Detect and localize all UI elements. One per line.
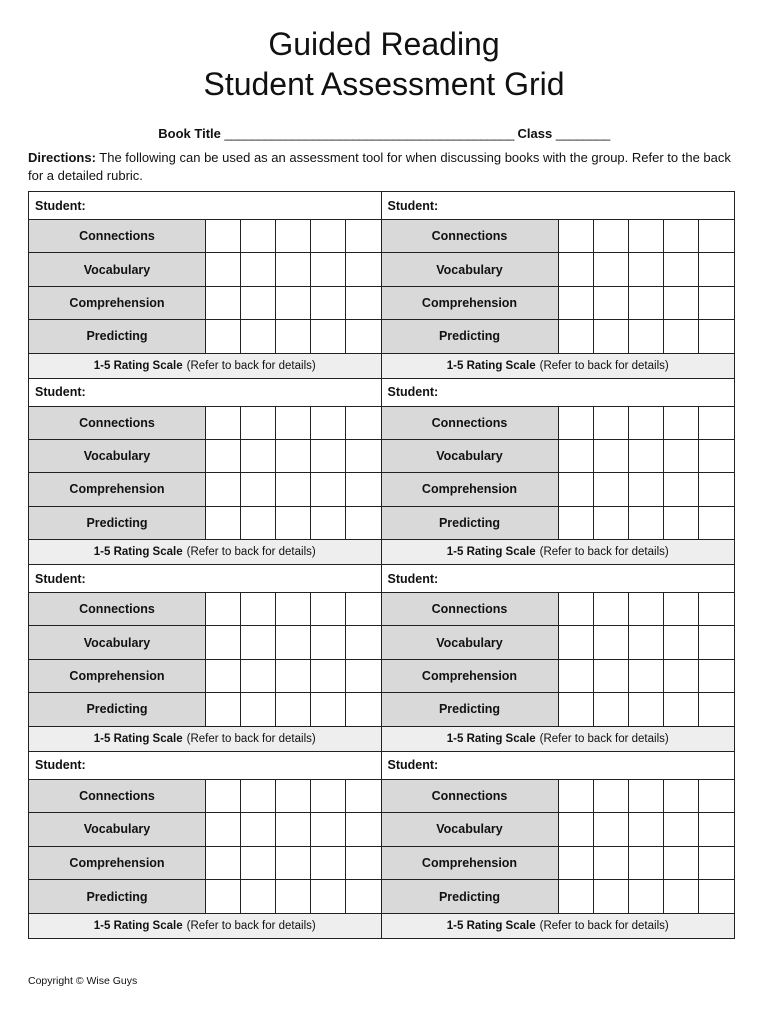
- criterion-label: Connections: [29, 220, 206, 252]
- rating-box[interactable]: [559, 880, 594, 913]
- rating-box[interactable]: [594, 507, 629, 539]
- rating-box[interactable]: [594, 847, 629, 880]
- rating-box[interactable]: [594, 780, 629, 813]
- rating-box[interactable]: [276, 407, 311, 439]
- rating-box[interactable]: [559, 287, 594, 319]
- rating-box[interactable]: [594, 407, 629, 439]
- rating-scale-label: 1-5 Rating Scale: [93, 732, 183, 745]
- rating-box[interactable]: [559, 593, 594, 625]
- rating-box[interactable]: [311, 693, 346, 725]
- criterion-label: Predicting: [29, 693, 206, 725]
- rating-box[interactable]: [699, 507, 734, 539]
- rating-box[interactable]: [629, 593, 664, 625]
- rating-box[interactable]: [629, 660, 664, 692]
- rating-box[interactable]: [276, 626, 311, 658]
- criterion-label: Connections: [382, 780, 559, 813]
- rating-box[interactable]: [699, 253, 734, 285]
- rating-scale-text: (Refer to back for details): [186, 546, 316, 558]
- student-label: Student:: [35, 571, 86, 586]
- rating-box[interactable]: [629, 693, 664, 725]
- rating-box[interactable]: [241, 220, 276, 252]
- directions-text: The following can be used as an assessment tool for when discussing books with the group. Refer to the back for a detailed rubric.: [28, 150, 731, 183]
- student-block: [29, 752, 382, 939]
- criterion-row: [29, 507, 381, 540]
- rating-box[interactable]: [664, 507, 699, 539]
- criterion-row: [382, 693, 735, 726]
- rating-box[interactable]: [276, 287, 311, 319]
- student-name-field[interactable]: [382, 192, 735, 220]
- rating-box[interactable]: [699, 220, 734, 252]
- rating-box[interactable]: [241, 780, 276, 813]
- rating-box[interactable]: [346, 473, 381, 505]
- criterion-row: [29, 593, 381, 626]
- criterion-label: Connections: [382, 220, 559, 252]
- rating-box[interactable]: [241, 320, 276, 352]
- student-label: Student:: [35, 198, 86, 213]
- student-name-field[interactable]: [382, 752, 735, 780]
- rating-box[interactable]: [629, 780, 664, 813]
- rating-box[interactable]: [206, 407, 241, 439]
- rating-box[interactable]: [276, 507, 311, 539]
- book-title-field[interactable]: ___________________________________________: [224, 126, 514, 141]
- rating-box[interactable]: [594, 440, 629, 472]
- criterion-label: Connections: [382, 407, 559, 439]
- rating-box[interactable]: [699, 780, 734, 813]
- rating-box[interactable]: [559, 847, 594, 880]
- rating-box[interactable]: [559, 440, 594, 472]
- rating-scale-note: [29, 540, 381, 564]
- criterion-label: Predicting: [29, 880, 206, 913]
- rating-box[interactable]: [346, 440, 381, 472]
- rating-box[interactable]: [311, 593, 346, 625]
- rating-box[interactable]: [699, 626, 734, 658]
- rating-box[interactable]: [241, 880, 276, 913]
- criterion-row: [29, 320, 381, 353]
- rating-box[interactable]: [311, 473, 346, 505]
- rating-box[interactable]: [559, 507, 594, 539]
- rating-scale-text: (Refer to back for details): [186, 359, 316, 372]
- criterion-row: [382, 407, 735, 440]
- criterion-row: [382, 660, 735, 693]
- rating-scale-label: 1-5 Rating Scale: [93, 359, 183, 372]
- rating-box[interactable]: [276, 780, 311, 813]
- rating-box[interactable]: [241, 473, 276, 505]
- student-name-field[interactable]: [29, 752, 381, 780]
- criterion-label: Comprehension: [29, 847, 206, 880]
- criterion-row: [382, 626, 735, 659]
- criterion-label: Predicting: [382, 693, 559, 725]
- rating-box[interactable]: [629, 287, 664, 319]
- rating-box[interactable]: [346, 593, 381, 625]
- rating-box[interactable]: [594, 287, 629, 319]
- criterion-row: [382, 287, 735, 320]
- rating-scale-label: 1-5 Rating Scale: [446, 920, 536, 932]
- rating-box[interactable]: [629, 626, 664, 658]
- rating-box[interactable]: [664, 593, 699, 625]
- rating-box[interactable]: [241, 507, 276, 539]
- criterion-row: [29, 880, 381, 914]
- criterion-label: Predicting: [382, 320, 559, 352]
- rating-box[interactable]: [559, 473, 594, 505]
- rating-box[interactable]: [276, 660, 311, 692]
- rating-scale-note: [29, 354, 381, 378]
- student-name-field[interactable]: [382, 379, 735, 407]
- rating-box[interactable]: [559, 626, 594, 658]
- rating-box[interactable]: [346, 287, 381, 319]
- rating-box[interactable]: [346, 253, 381, 285]
- rating-box[interactable]: [664, 693, 699, 725]
- rating-scale-text: (Refer to back for details): [539, 920, 669, 932]
- criterion-label: Connections: [29, 780, 206, 813]
- criterion-row: [29, 220, 381, 253]
- criterion-label: Connections: [29, 407, 206, 439]
- criterion-label: Predicting: [382, 507, 559, 539]
- rating-box[interactable]: [346, 407, 381, 439]
- criterion-label: Comprehension: [29, 660, 206, 692]
- rating-box[interactable]: [559, 813, 594, 846]
- rating-box[interactable]: [559, 320, 594, 352]
- criterion-row: [29, 847, 381, 881]
- rating-box[interactable]: [346, 813, 381, 846]
- rating-box[interactable]: [311, 320, 346, 352]
- rating-box[interactable]: [629, 253, 664, 285]
- directions-label: Directions:: [28, 150, 96, 165]
- rating-box[interactable]: [206, 593, 241, 625]
- student-block: [29, 565, 382, 752]
- rating-box[interactable]: [629, 880, 664, 913]
- rating-box[interactable]: [346, 320, 381, 352]
- rating-scale-text: (Refer to back for details): [186, 732, 316, 745]
- rating-box[interactable]: [664, 813, 699, 846]
- copyright: Copyright © Wise Guys: [28, 975, 138, 987]
- rating-box[interactable]: [311, 440, 346, 472]
- rating-box[interactable]: [629, 473, 664, 505]
- criterion-row: [382, 780, 735, 814]
- rating-box[interactable]: [594, 473, 629, 505]
- criterion-label: Connections: [382, 593, 559, 625]
- criterion-row: [382, 880, 735, 914]
- criterion-label: Comprehension: [29, 287, 206, 319]
- criterion-label: Comprehension: [382, 473, 559, 505]
- rating-box[interactable]: [699, 407, 734, 439]
- rating-scale-text: (Refer to back for details): [539, 359, 669, 372]
- rating-box[interactable]: [206, 440, 241, 472]
- rating-box[interactable]: [346, 220, 381, 252]
- student-block: [382, 752, 735, 939]
- rating-box[interactable]: [276, 220, 311, 252]
- rating-box[interactable]: [699, 473, 734, 505]
- student-block: [29, 379, 382, 566]
- rating-box[interactable]: [206, 660, 241, 692]
- rating-box[interactable]: [241, 626, 276, 658]
- student-block: [382, 192, 735, 379]
- rating-box[interactable]: [594, 693, 629, 725]
- rating-box[interactable]: [699, 813, 734, 846]
- criterion-label: Connections: [29, 593, 206, 625]
- rating-box[interactable]: [664, 440, 699, 472]
- student-label: Student:: [387, 758, 439, 772]
- rating-box[interactable]: [664, 320, 699, 352]
- rating-box[interactable]: [206, 507, 241, 539]
- rating-box[interactable]: [276, 880, 311, 913]
- rating-box[interactable]: [206, 693, 241, 725]
- rating-box[interactable]: [241, 813, 276, 846]
- rating-box[interactable]: [594, 660, 629, 692]
- rating-box[interactable]: [559, 780, 594, 813]
- criterion-row: [29, 660, 381, 693]
- student-name-field[interactable]: [29, 192, 381, 220]
- criterion-label: Vocabulary: [29, 813, 206, 846]
- student-label: Student:: [35, 758, 86, 772]
- rating-box[interactable]: [241, 253, 276, 285]
- criterion-label: Comprehension: [382, 847, 559, 880]
- rating-scale-label: 1-5 Rating Scale: [446, 546, 536, 558]
- rating-box[interactable]: [241, 407, 276, 439]
- rating-scale-label: 1-5 Rating Scale: [93, 546, 183, 558]
- criterion-label: Vocabulary: [29, 626, 206, 658]
- rating-box[interactable]: [276, 473, 311, 505]
- title-line-1: Guided Reading: [268, 26, 500, 62]
- criterion-row: [29, 473, 381, 506]
- criterion-row: [382, 813, 735, 847]
- rating-box[interactable]: [346, 660, 381, 692]
- title-line-2: Student Assessment Grid: [203, 66, 565, 102]
- rating-box[interactable]: [206, 220, 241, 252]
- rating-box[interactable]: [276, 440, 311, 472]
- rating-box[interactable]: [346, 780, 381, 813]
- rating-box[interactable]: [206, 473, 241, 505]
- rating-box[interactable]: [559, 220, 594, 252]
- student-block: [382, 565, 735, 752]
- criterion-row: [29, 287, 381, 320]
- rating-box[interactable]: [559, 693, 594, 725]
- student-name-field[interactable]: [29, 565, 381, 593]
- rating-box[interactable]: [559, 407, 594, 439]
- rating-box[interactable]: [594, 880, 629, 913]
- rating-box[interactable]: [699, 320, 734, 352]
- rating-scale-note: [29, 727, 381, 751]
- rating-box[interactable]: [664, 660, 699, 692]
- rating-box[interactable]: [206, 847, 241, 880]
- rating-box[interactable]: [206, 780, 241, 813]
- rating-box[interactable]: [664, 473, 699, 505]
- rating-box[interactable]: [594, 320, 629, 352]
- criterion-row: [382, 593, 735, 626]
- rating-box[interactable]: [311, 813, 346, 846]
- rating-box[interactable]: [699, 660, 734, 692]
- criterion-row: [382, 320, 735, 353]
- rating-box[interactable]: [241, 593, 276, 625]
- rating-scale-note: [382, 914, 735, 938]
- rating-box[interactable]: [311, 626, 346, 658]
- rating-box[interactable]: [629, 220, 664, 252]
- rating-box[interactable]: [346, 507, 381, 539]
- rating-box[interactable]: [664, 287, 699, 319]
- student-label: Student:: [387, 571, 439, 586]
- rating-box[interactable]: [594, 253, 629, 285]
- rating-box[interactable]: [311, 407, 346, 439]
- assessment-grid: [28, 191, 735, 939]
- rating-box[interactable]: [311, 507, 346, 539]
- rating-box[interactable]: [699, 287, 734, 319]
- criterion-label: Vocabulary: [382, 253, 559, 285]
- criterion-label: Vocabulary: [382, 626, 559, 658]
- rating-box[interactable]: [276, 253, 311, 285]
- rating-box[interactable]: [241, 847, 276, 880]
- rating-scale-note: [382, 727, 735, 751]
- rating-scale-note: [29, 914, 381, 938]
- criterion-row: [382, 473, 735, 506]
- directions: [28, 149, 740, 185]
- book-title-label: Book Title: [158, 126, 221, 141]
- rating-box[interactable]: [276, 813, 311, 846]
- student-label: Student:: [387, 385, 439, 399]
- rating-box[interactable]: [664, 626, 699, 658]
- rating-box[interactable]: [594, 593, 629, 625]
- rating-box[interactable]: [559, 660, 594, 692]
- rating-box[interactable]: [664, 220, 699, 252]
- rating-box[interactable]: [664, 780, 699, 813]
- rating-box[interactable]: [664, 880, 699, 913]
- rating-box[interactable]: [594, 813, 629, 846]
- rating-scale-note: [382, 540, 735, 564]
- student-name-field[interactable]: [382, 565, 735, 593]
- student-block: [382, 379, 735, 566]
- rating-box[interactable]: [311, 880, 346, 913]
- criterion-label: Comprehension: [29, 473, 206, 505]
- rating-scale-text: (Refer to back for details): [539, 546, 669, 558]
- rating-box[interactable]: [559, 253, 594, 285]
- criterion-row: [29, 693, 381, 726]
- student-block: [29, 192, 382, 379]
- criterion-row: [382, 440, 735, 473]
- rating-box[interactable]: [664, 847, 699, 880]
- rating-box[interactable]: [699, 847, 734, 880]
- rating-box[interactable]: [346, 693, 381, 725]
- criterion-row: [382, 507, 735, 540]
- rating-box[interactable]: [699, 693, 734, 725]
- rating-box[interactable]: [241, 660, 276, 692]
- rating-box[interactable]: [629, 507, 664, 539]
- criterion-row: [29, 813, 381, 847]
- rating-scale-text: (Refer to back for details): [186, 920, 316, 932]
- page-title: [0, 24, 768, 104]
- criterion-row: [29, 440, 381, 473]
- rating-box[interactable]: [664, 253, 699, 285]
- criterion-row: [29, 407, 381, 440]
- rating-scale-text: (Refer to back for details): [539, 732, 669, 745]
- criterion-label: Predicting: [29, 507, 206, 539]
- criterion-label: Comprehension: [382, 287, 559, 319]
- criterion-row: [29, 780, 381, 814]
- criterion-label: Comprehension: [382, 660, 559, 692]
- rating-box[interactable]: [664, 407, 699, 439]
- rating-box[interactable]: [346, 626, 381, 658]
- rating-box[interactable]: [629, 813, 664, 846]
- rating-scale-label: 1-5 Rating Scale: [446, 359, 536, 372]
- rating-box[interactable]: [206, 880, 241, 913]
- rating-scale-note: [382, 354, 735, 378]
- rating-box[interactable]: [311, 660, 346, 692]
- criterion-row: [29, 626, 381, 659]
- rating-box[interactable]: [241, 440, 276, 472]
- rating-box[interactable]: [629, 407, 664, 439]
- rating-box[interactable]: [629, 320, 664, 352]
- rating-box[interactable]: [699, 880, 734, 913]
- rating-box[interactable]: [699, 440, 734, 472]
- rating-box[interactable]: [311, 287, 346, 319]
- class-label: Class: [517, 126, 553, 141]
- book-title-line: [0, 126, 768, 141]
- rating-box[interactable]: [346, 847, 381, 880]
- criterion-label: Predicting: [382, 880, 559, 913]
- rating-box[interactable]: [276, 847, 311, 880]
- rating-box[interactable]: [311, 253, 346, 285]
- rating-box[interactable]: [594, 220, 629, 252]
- rating-box[interactable]: [241, 693, 276, 725]
- rating-box[interactable]: [241, 287, 276, 319]
- rating-box[interactable]: [311, 220, 346, 252]
- rating-scale-label: 1-5 Rating Scale: [446, 732, 536, 745]
- rating-box[interactable]: [206, 813, 241, 846]
- rating-box[interactable]: [311, 847, 346, 880]
- criterion-row: [382, 220, 735, 253]
- rating-box[interactable]: [311, 780, 346, 813]
- rating-box[interactable]: [276, 320, 311, 352]
- rating-box[interactable]: [276, 593, 311, 625]
- criterion-row: [29, 253, 381, 286]
- student-label: Student:: [387, 198, 439, 213]
- criterion-label: Vocabulary: [382, 813, 559, 846]
- rating-box[interactable]: [276, 693, 311, 725]
- student-name-field[interactable]: [29, 379, 381, 407]
- rating-box[interactable]: [346, 880, 381, 913]
- rating-box[interactable]: [699, 593, 734, 625]
- criterion-label: Vocabulary: [29, 440, 206, 472]
- rating-box[interactable]: [629, 847, 664, 880]
- criterion-row: [382, 847, 735, 881]
- rating-box[interactable]: [629, 440, 664, 472]
- class-field[interactable]: ________: [555, 126, 610, 141]
- criterion-label: Predicting: [29, 320, 206, 352]
- rating-box[interactable]: [206, 287, 241, 319]
- rating-box[interactable]: [206, 626, 241, 658]
- rating-box[interactable]: [206, 320, 241, 352]
- criterion-label: Vocabulary: [382, 440, 559, 472]
- rating-scale-label: 1-5 Rating Scale: [93, 920, 183, 932]
- student-label: Student:: [35, 385, 86, 399]
- rating-box[interactable]: [206, 253, 241, 285]
- criterion-row: [382, 253, 735, 286]
- rating-box[interactable]: [594, 626, 629, 658]
- criterion-label: Vocabulary: [29, 253, 206, 285]
